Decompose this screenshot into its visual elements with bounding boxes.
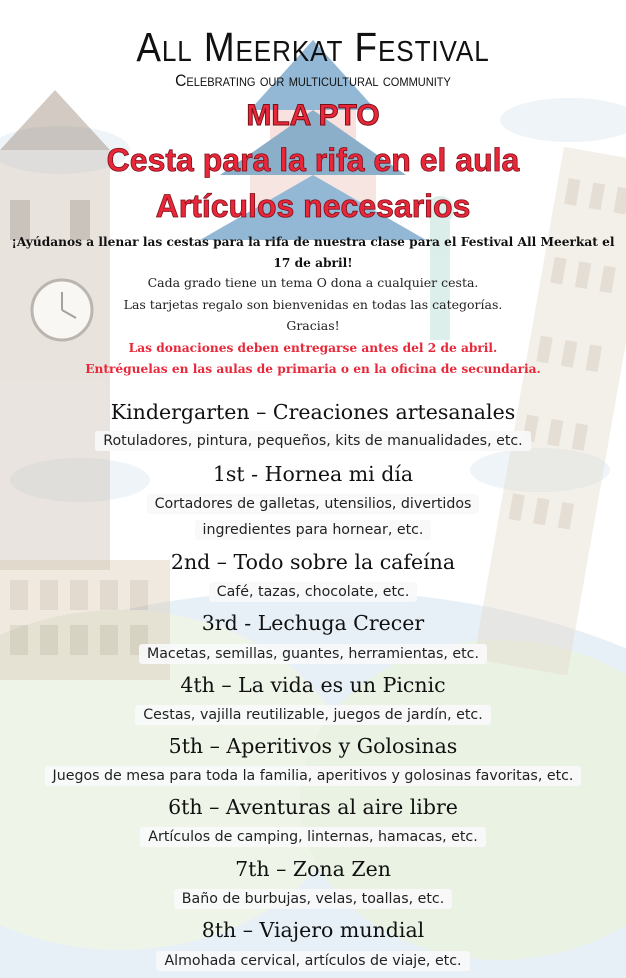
grade-items-text: ingredientes para hornear, etc. xyxy=(195,520,432,540)
grade-title-8th: 8th – Viajero mundial xyxy=(201,918,425,942)
grade-title-4th: 4th – La vida es un Picnic xyxy=(180,673,446,697)
grade-items-text: Cortadores de galletas, utensilios, divertidos xyxy=(147,494,480,514)
grade-title-3rd: 3rd - Lechuga Crecer xyxy=(201,611,425,635)
intro-line-giftcards: Las tarjetas regalo son bienvenidas en todas las categorías. xyxy=(123,297,503,312)
festival-subtitle: Celebrating our multicultural community xyxy=(175,71,451,90)
grade-items-text: Macetas, semillas, guantes, herramientas, etc. xyxy=(139,644,487,664)
grade-title-1st: 1st - Hornea mi día xyxy=(212,462,414,486)
grade-items-text: Almohada cervical, artículos de viaje, etc. xyxy=(156,951,469,971)
dropoff-notice: Entréguelas en las aulas de primaria o en la oficina de secundaria. xyxy=(85,362,541,376)
grade-items-6th xyxy=(0,826,626,848)
grade-items-1st-line1 xyxy=(0,493,626,515)
grade-items-7th xyxy=(0,888,626,910)
grade-title-kindergarten: Kindergarten – Creaciones artesanales xyxy=(110,400,516,424)
intro-line-theme: Cada grado tiene un tema O dona a cualquier cesta. xyxy=(147,275,479,290)
grade-title-6th: 6th – Aventuras al aire libre xyxy=(168,795,458,819)
grade-items-5th xyxy=(0,765,626,787)
festival-title: All Meerkat Festival xyxy=(136,24,490,70)
grade-items-text: Cestas, vajilla reutilizable, juegos de jardín, etc. xyxy=(135,705,491,725)
grade-items-4th xyxy=(0,704,626,726)
intro-bold-text: ¡Ayúdanos a llenar las cestas para la rifa de nuestra clase para el Festival All Meerkat el 17 de abril! xyxy=(11,235,615,270)
grade-items-3rd xyxy=(0,643,626,665)
grade-title-2nd: 2nd – Todo sobre la cafeína xyxy=(170,550,456,574)
deadline-notice: Las donaciones deben entregarse antes del 2 de abril. xyxy=(128,341,498,355)
grade-items-text: Juegos de mesa para toda la familia, aperitivos y golosinas favoritas, etc. xyxy=(45,766,582,786)
grade-items-2nd xyxy=(0,581,626,603)
grade-items-1st-line2 xyxy=(0,519,626,541)
intro-line-thanks: Gracias! xyxy=(286,318,340,333)
grade-items-text: Rotuladores, pintura, pequeños, kits de manualidades, etc. xyxy=(95,431,530,451)
organization-name: MLA PTO xyxy=(246,99,380,132)
grade-items-kindergarten xyxy=(0,430,626,452)
grade-title-5th: 5th – Aperitivos y Golosinas xyxy=(168,734,458,758)
grade-items-text: Artículos de camping, linternas, hamacas, etc. xyxy=(140,827,485,847)
raffle-heading: Cesta para la rifa en el aula xyxy=(106,142,520,178)
grade-title-7th: 7th – Zona Zen xyxy=(235,857,391,881)
grade-items-text: Baño de burbujas, velas, toallas, etc. xyxy=(174,889,452,909)
grade-items-8th xyxy=(0,950,626,972)
grade-items-text: Café, tazas, chocolate, etc. xyxy=(209,582,418,602)
items-needed-heading: Artículos necesarios xyxy=(155,188,471,224)
